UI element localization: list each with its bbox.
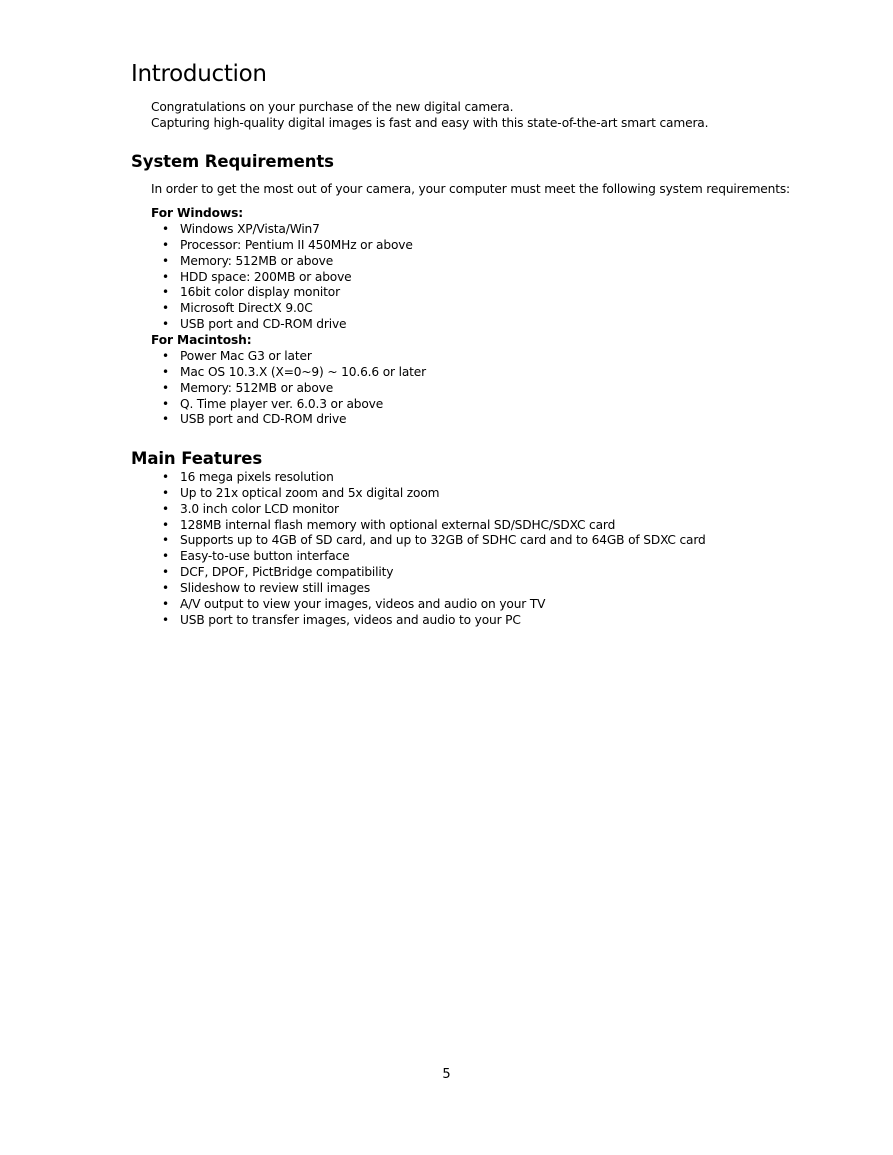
list-item-text: 3.0 inch color LCD monitor — [180, 501, 339, 516]
bullet-icon: • — [162, 285, 169, 300]
system-requirements-intro: In order to get the most out of your camera, your computer must meet the following system requirements: — [151, 182, 790, 196]
bullet-icon: • — [162, 380, 169, 395]
list-item-text: Supports up to 4GB of SD card, and up to 32GB of SDHC card and to 64GB of SDXC card — [180, 533, 706, 548]
bullet-icon: • — [162, 269, 169, 284]
page-number: 5 — [442, 1067, 451, 1082]
bullet-icon: • — [162, 596, 169, 611]
list-item-text: USB port to transfer images, videos and audio to your PC — [180, 612, 521, 627]
list-item-text: Easy-to-use button interface — [180, 549, 350, 564]
bullet-icon: • — [162, 485, 169, 500]
list-item — [162, 238, 413, 254]
intro-paragraph-line: Congratulations on your purchase of the new digital camera. — [151, 100, 514, 114]
bullet-icon: • — [162, 470, 169, 484]
list-item-text: USB port and CD-ROM drive — [180, 317, 347, 332]
bullet-icon: • — [162, 237, 169, 252]
list-item-text: Memory: 512MB or above — [180, 253, 334, 268]
list-item — [162, 301, 413, 317]
list-item-text: HDD space: 200MB or above — [180, 269, 352, 284]
bullet-icon: • — [162, 533, 169, 548]
bullet-icon: • — [162, 396, 169, 411]
list-item — [162, 285, 413, 301]
list-item-text: DCF, DPOF, PictBridge compatibility — [180, 565, 394, 580]
list-item — [162, 533, 706, 549]
bullet-icon: • — [162, 580, 169, 595]
bullet-icon: • — [162, 565, 169, 580]
list-item-text: Windows XP/Vista/Win7 — [180, 222, 320, 236]
list-item — [162, 470, 706, 486]
list-item — [162, 365, 426, 381]
list-item-text: Slideshow to review still images — [180, 580, 371, 595]
list-item-text: Processor: Pentium II 450MHz or above — [180, 237, 413, 252]
list-item — [162, 581, 706, 597]
system-requirements-heading: System Requirements — [131, 152, 334, 171]
bullet-icon: • — [162, 501, 169, 516]
bullet-icon: • — [162, 612, 169, 627]
list-item — [162, 518, 706, 534]
list-item — [162, 317, 413, 333]
list-item-text: Memory: 512MB or above — [180, 380, 334, 395]
bullet-icon: • — [162, 364, 169, 379]
list-item — [162, 486, 706, 502]
list-item — [162, 613, 706, 629]
list-item-text: 128MB internal flash memory with optional external SD/SDHC/SDXC card — [180, 517, 616, 532]
list-item-text: Up to 21x optical zoom and 5x digital zoom — [180, 485, 440, 500]
page-title: Introduction — [131, 61, 267, 87]
list-item — [162, 502, 706, 518]
bullet-icon: • — [162, 517, 169, 532]
list-item-text: A/V output to view your images, videos and audio on your TV — [180, 596, 546, 611]
bullet-icon: • — [162, 412, 169, 427]
list-item — [162, 412, 426, 428]
bullet-icon: • — [162, 549, 169, 564]
list-item-text: 16bit color display monitor — [180, 285, 340, 300]
list-item-text: Microsoft DirectX 9.0C — [180, 301, 313, 316]
list-item-text: USB port and CD-ROM drive — [180, 412, 347, 427]
list-item-text: Mac OS 10.3.X (X=0~9) ~ 10.6.6 or later — [180, 364, 427, 379]
windows-requirements-list — [162, 222, 413, 333]
bullet-icon: • — [162, 253, 169, 268]
list-item — [162, 270, 413, 286]
bullet-icon: • — [162, 317, 169, 332]
macintosh-requirements-list — [162, 349, 426, 428]
list-item — [162, 349, 426, 365]
list-item — [162, 397, 426, 413]
list-item — [162, 597, 706, 613]
intro-paragraph-line: Capturing high-quality digital images is fast and easy with this state-of-the-art smart camera. — [151, 116, 709, 130]
list-item — [162, 254, 413, 270]
list-item — [162, 381, 426, 397]
windows-subheading: For Windows: — [151, 206, 244, 220]
list-item — [162, 549, 706, 565]
list-item-text: Q. Time player ver. 6.0.3 or above — [180, 396, 384, 411]
main-features-heading: Main Features — [131, 449, 263, 468]
list-item-text: Power Mac G3 or later — [180, 349, 312, 363]
list-item — [162, 565, 706, 581]
main-features-list — [162, 470, 706, 628]
list-item-text: 16 mega pixels resolution — [180, 470, 334, 484]
macintosh-subheading: For Macintosh: — [151, 333, 252, 347]
bullet-icon: • — [162, 349, 169, 363]
bullet-icon: • — [162, 222, 169, 236]
list-item — [162, 222, 413, 238]
bullet-icon: • — [162, 301, 169, 316]
